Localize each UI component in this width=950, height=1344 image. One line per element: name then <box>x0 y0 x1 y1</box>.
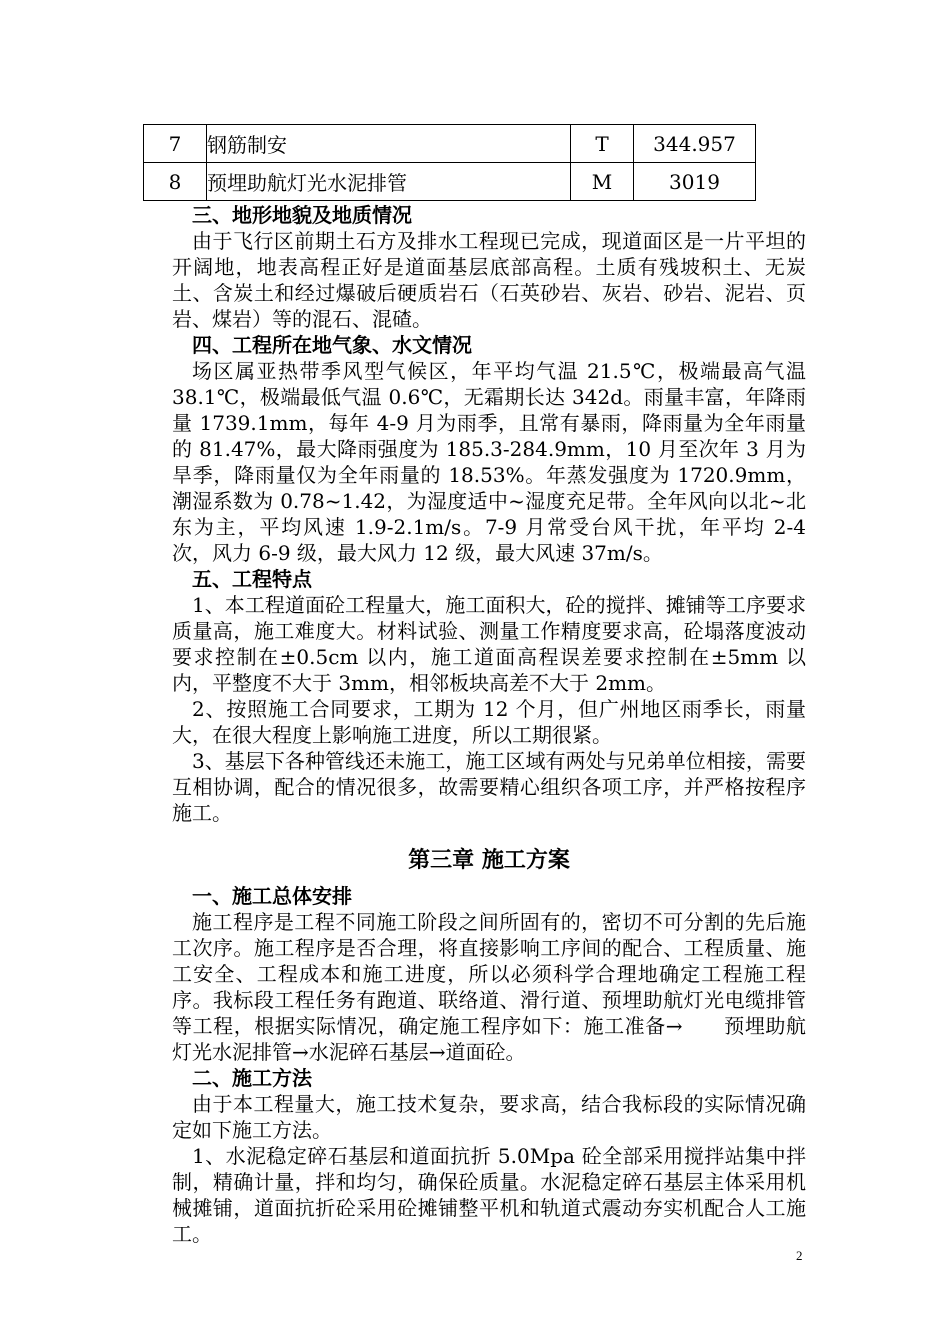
paragraph: 2、按照施工合同要求，工期为 12 个月，但广州地区雨季长，雨量大，在很大程度上影响施工进度，所以工期很紧。 <box>172 697 806 747</box>
section-heading: 二、施工方法 <box>192 1066 312 1090</box>
table-row <box>144 125 756 163</box>
table-cell-qty: 3019 <box>634 163 756 201</box>
section-heading: 一、施工总体安排 <box>192 884 352 908</box>
quantity-table <box>143 124 756 201</box>
chapter-title: 第三章 施工方案 <box>408 847 570 873</box>
table-cell-no: 7 <box>144 125 207 163</box>
table-cell-name: 钢筋制安 <box>207 125 571 163</box>
table-cell-unit: M <box>571 163 634 201</box>
paragraph: 1、本工程道面砼工程量大，施工面积大，砼的搅拌、摊铺等工序要求质量高，施工难度大。材料试验、测量工作精度要求高，砼塌落度波动要求控制在±0.5cm 以内，施工道面高程误差要求控制在±5mm 以内，平整度不大于 3mm，相邻板块高差不大于 2mm。 <box>172 593 806 695</box>
paragraph: 由于飞行区前期土石方及排水工程现已完成，现道面区是一片平坦的开阔地，地表高程正好是道面基层底部高程。土质有残坡积土、无炭土、含炭土和经过爆破后硬质岩石（石英砂岩、灰岩、砂岩、泥岩、页岩、煤岩）等的混石、混碴。 <box>172 229 806 331</box>
table-cell-name: 预埋助航灯光水泥排管 <box>207 163 571 201</box>
paragraph: 3、基层下各种管线还未施工，施工区域有两处与兄弟单位相接，需要互相协调，配合的情况很多，故需要精心组织各项工序，并严格按程序施工。 <box>172 749 806 825</box>
body-text <box>172 202 806 1247</box>
page-number: 2 <box>796 1248 803 1263</box>
section-heading: 三、地形地貌及地质情况 <box>192 203 412 227</box>
table-row <box>144 163 756 201</box>
section-heading: 四、工程所在地气象、水文情况 <box>192 333 472 357</box>
paragraph: 由于本工程量大，施工技术复杂，要求高，结合我标段的实际情况确定如下施工方法。 <box>172 1092 806 1142</box>
paragraph: 1、水泥稳定碎石基层和道面抗折 5.0Mpa 砼全部采用搅拌站集中拌制，精确计量，拌和均匀，确保砼质量。水泥稳定碎石基层主体采用机械摊铺，道面抗折砼采用砼摊铺整平机和轨道式震动夯实机配合人工施工。 <box>172 1144 806 1246</box>
table-cell-qty: 344.957 <box>634 125 756 163</box>
section-heading: 五、工程特点 <box>192 567 312 591</box>
table-cell-no: 8 <box>144 163 207 201</box>
paragraph: 施工程序是工程不同施工阶段之间所固有的，密切不可分割的先后施工次序。施工程序是否合理，将直接影响工序间的配合、工程质量、施工安全、工程成本和施工进度，所以必须科学合理地确定工程施工程序。我标段工程任务有跑道、联络道、滑行道、预埋助航灯光电缆排管等工程，根据实际情况，确定施工程序如下：施工准备→ 预埋助航灯光水泥排管→水泥碎石基层→道面砼。 <box>172 910 806 1064</box>
table-cell-unit: T <box>571 125 634 163</box>
paragraph: 场区属亚热带季风型气候区，年平均气温 21.5℃，极端最高气温 38.1℃，极端最低气温 0.6℃，无霜期长达 342d。雨量丰富，年降雨量 1739.1mm，每年 4-9 月为雨季，且常有暴雨，降雨量为全年雨量的 81.47%，最大降雨强度为 185.3-284.9mm，10 月至次年 3 月为旱季，降雨量仅为全年雨量的 18.53%。年蒸发强度为 1720.9mm，潮湿系数为 0.78~1.42，为湿度适中~湿度充足带。全年风向以北~北东为主，平均风速 1.9-2.1m/s。7-9 月常受台风干扰，年平均 2-4 次，风力 6-9 级，最大风力 12 级，最大风速 37m/s。 <box>172 359 806 565</box>
